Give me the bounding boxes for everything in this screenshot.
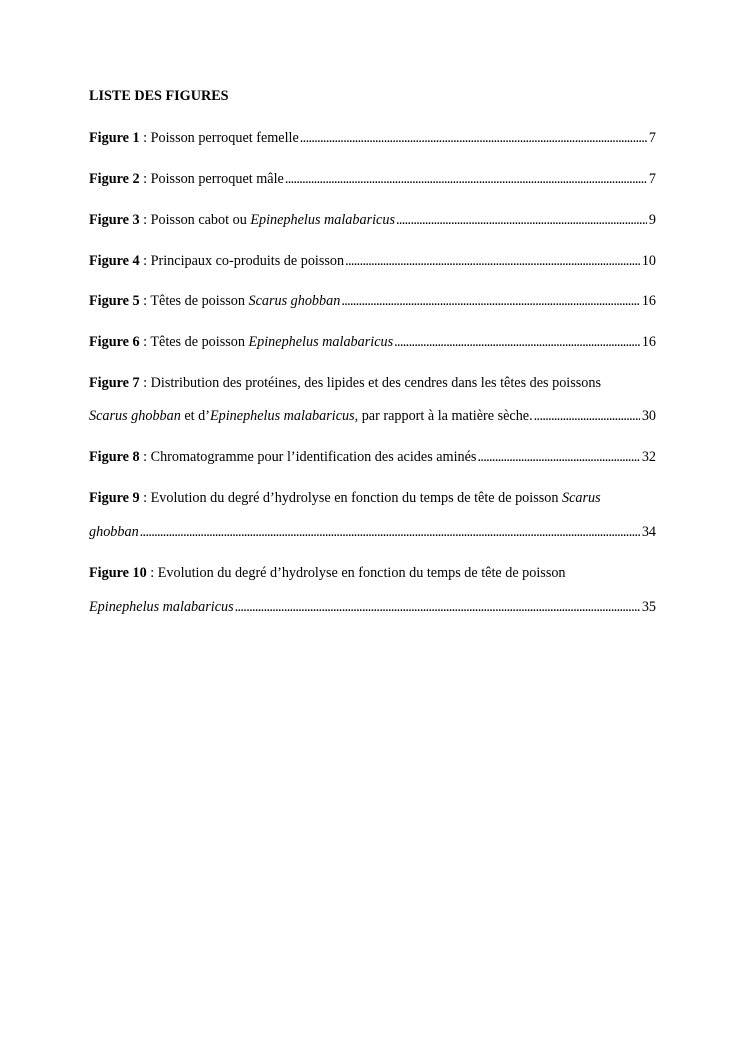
dot-leader (341, 291, 640, 311)
species-name: Epinephelus malabaricus (89, 599, 234, 615)
figure-caption: Principaux co-produits de poisson (150, 253, 345, 269)
dot-leader (396, 210, 647, 230)
figure-label: Figure 8 (89, 449, 140, 465)
separator: : (139, 171, 151, 187)
entry-text (89, 522, 139, 542)
entry-text (89, 251, 344, 271)
dot-leader (285, 169, 647, 189)
figure-label: Figure 9 (89, 490, 140, 506)
entry-text (89, 210, 395, 230)
figure-caption: Poisson perroquet femelle (150, 130, 299, 146)
page-number: 30 (641, 408, 656, 424)
entry-line-2 (89, 597, 656, 617)
entry-line-2 (89, 522, 656, 542)
figure-label: Figure 6 (89, 334, 140, 350)
figure-label: Figure 4 (89, 253, 140, 269)
page-number: 9 (648, 212, 656, 228)
separator: : (139, 334, 151, 350)
figure-caption: Poisson cabot ou (150, 212, 251, 228)
figure-label: Figure 2 (89, 171, 140, 187)
separator: : (146, 565, 158, 581)
page-number: 10 (641, 253, 656, 269)
entry-text (89, 406, 533, 426)
separator: : (139, 253, 151, 269)
entry-text (89, 169, 284, 189)
figure-caption: et d’ (180, 408, 210, 424)
figure-caption: Evolution du degré d’hydrolyse en fonction du temps de tête de poisson (157, 565, 566, 581)
entry-text (89, 597, 234, 617)
page-number: 34 (641, 524, 656, 540)
dot-leader (394, 332, 640, 352)
separator: : (139, 490, 151, 506)
dot-leader (140, 522, 640, 542)
species-name: Epinephelus malabaricus (250, 212, 395, 228)
species-name: Scarus (561, 490, 601, 506)
entry-text (89, 447, 476, 467)
entry-text (89, 291, 340, 311)
figure-caption: Chromatogramme pour l’identification des acides aminés (150, 449, 477, 465)
page-number: 7 (648, 171, 656, 187)
species-name: Epinephelus malabaricus, (209, 408, 359, 424)
figure-label: Figure 5 (89, 293, 140, 309)
separator: : (139, 449, 151, 465)
separator: : (139, 212, 151, 228)
dot-leader (300, 128, 647, 148)
entry-line-1 (89, 488, 656, 508)
entry-text (89, 332, 393, 352)
species-name: Scarus ghobban (248, 293, 341, 309)
page-number: 16 (641, 293, 656, 309)
species-name: Scarus ghobban (89, 408, 181, 424)
page-number: 16 (641, 334, 656, 350)
page-number: 32 (641, 449, 656, 465)
figure-label: Figure 10 (89, 565, 147, 581)
separator: : (139, 375, 151, 391)
entry-text (89, 128, 299, 148)
figure-caption: Têtes de poisson (150, 293, 249, 309)
entry-line-2 (89, 406, 656, 426)
toc-entry-figure-2[interactable] (89, 169, 656, 189)
figure-caption: par rapport à la matière sèche. (358, 408, 533, 424)
figure-caption: Evolution du degré d’hydrolyse en fonction du temps de tête de poisson (150, 490, 562, 506)
toc-entry-figure-3[interactable] (89, 210, 656, 230)
figure-caption: Têtes de poisson (150, 334, 249, 350)
figure-caption: Distribution des protéines, des lipides et des cendres dans les têtes des poissons (150, 375, 602, 391)
toc-entry-figure-4[interactable] (89, 251, 656, 271)
figure-label: Figure 3 (89, 212, 140, 228)
toc-entry-figure-1[interactable] (89, 128, 656, 148)
entry-line-1 (89, 563, 656, 583)
page-title: LISTE DES FIGURES (89, 88, 229, 104)
toc-entry-figure-5[interactable] (89, 291, 656, 311)
dot-leader (477, 447, 639, 467)
dot-leader (345, 251, 640, 271)
figure-label: Figure 1 (89, 130, 140, 146)
toc-entry-figure-6[interactable] (89, 332, 656, 352)
species-name: Epinephelus malabaricus (248, 334, 394, 350)
species-name: ghobban (89, 524, 139, 540)
toc-entry-figure-8[interactable] (89, 447, 656, 467)
page-number: 7 (648, 130, 656, 146)
separator: : (139, 130, 151, 146)
entry-line-1 (89, 373, 656, 393)
figure-label: Figure 7 (89, 375, 140, 391)
dot-leader (534, 406, 640, 426)
separator: : (139, 293, 151, 309)
page-number: 35 (641, 599, 656, 615)
dot-leader (235, 597, 640, 617)
figure-caption: Poisson perroquet mâle (150, 171, 284, 187)
